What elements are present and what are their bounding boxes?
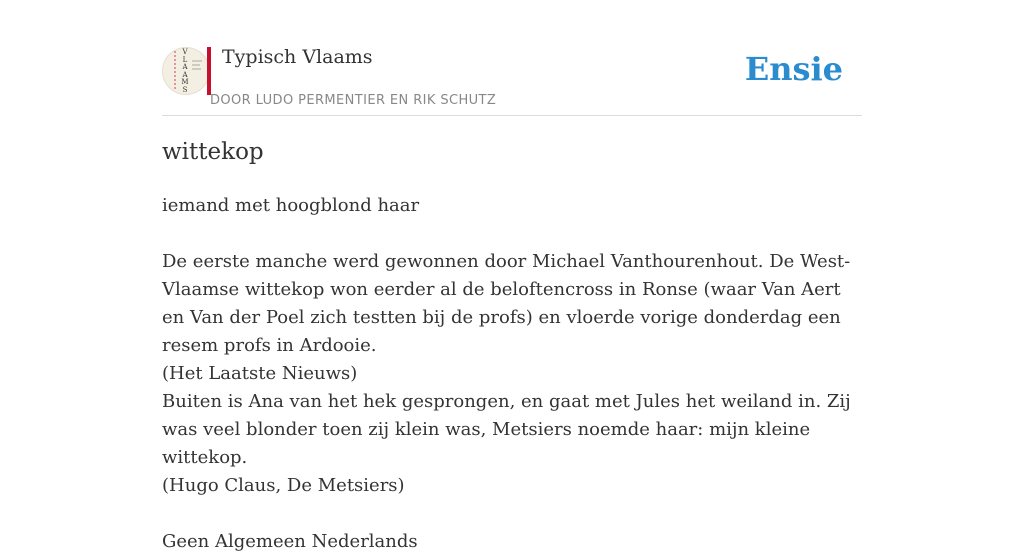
- entry-body: [162, 192, 862, 556]
- entry-term: wittekop: [162, 139, 264, 165]
- cover-letter: S: [182, 85, 188, 94]
- cover-letter: A: [182, 63, 188, 71]
- cover-letter: A: [182, 70, 188, 79]
- book-title-link[interactable]: Typisch Vlaams: [222, 46, 373, 68]
- book-authors: DOOR LUDO PERMENTIER EN RIK SCHUTZ: [210, 93, 497, 108]
- example-source: (Hugo Claus, De Metsiers): [162, 475, 405, 496]
- spacer: [162, 500, 862, 528]
- entry-definition: iemand met hoogblond haar: [162, 195, 420, 216]
- cover-letter: V: [182, 48, 188, 56]
- cover-stripe: [207, 47, 211, 95]
- example-quote: Buiten is Ana van het hek gesprongen, en gaat met Jules het weiland in. Zij was veel blonder toen zij klein was, Metsiers noemde haar: mijn kleine wittekop.: [162, 391, 851, 468]
- header: [162, 0, 862, 116]
- example-source: (Het Laatste Nieuws): [162, 363, 358, 384]
- cover-letter: L: [182, 55, 188, 64]
- example-quote: De eerste manche werd gewonnen door Michael Vanthourenhout. De West-Vlaamse wittekop won eerder al de beloftencross in Ronse (waar Van Aert en Van der Poel zich testten bij de profs) en vloerde vorige donderdag een resem profs in Ardooie.: [162, 251, 851, 356]
- entry-footer-note: Geen Algemeen Nederlands: [162, 531, 418, 552]
- spacer: [162, 220, 862, 248]
- ensie-logo-link[interactable]: Ensie: [744, 50, 843, 88]
- cover-letters: [180, 49, 190, 94]
- cover-letter: M: [181, 78, 189, 86]
- page: [162, 0, 862, 552]
- book-cover-icon[interactable]: [162, 47, 210, 95]
